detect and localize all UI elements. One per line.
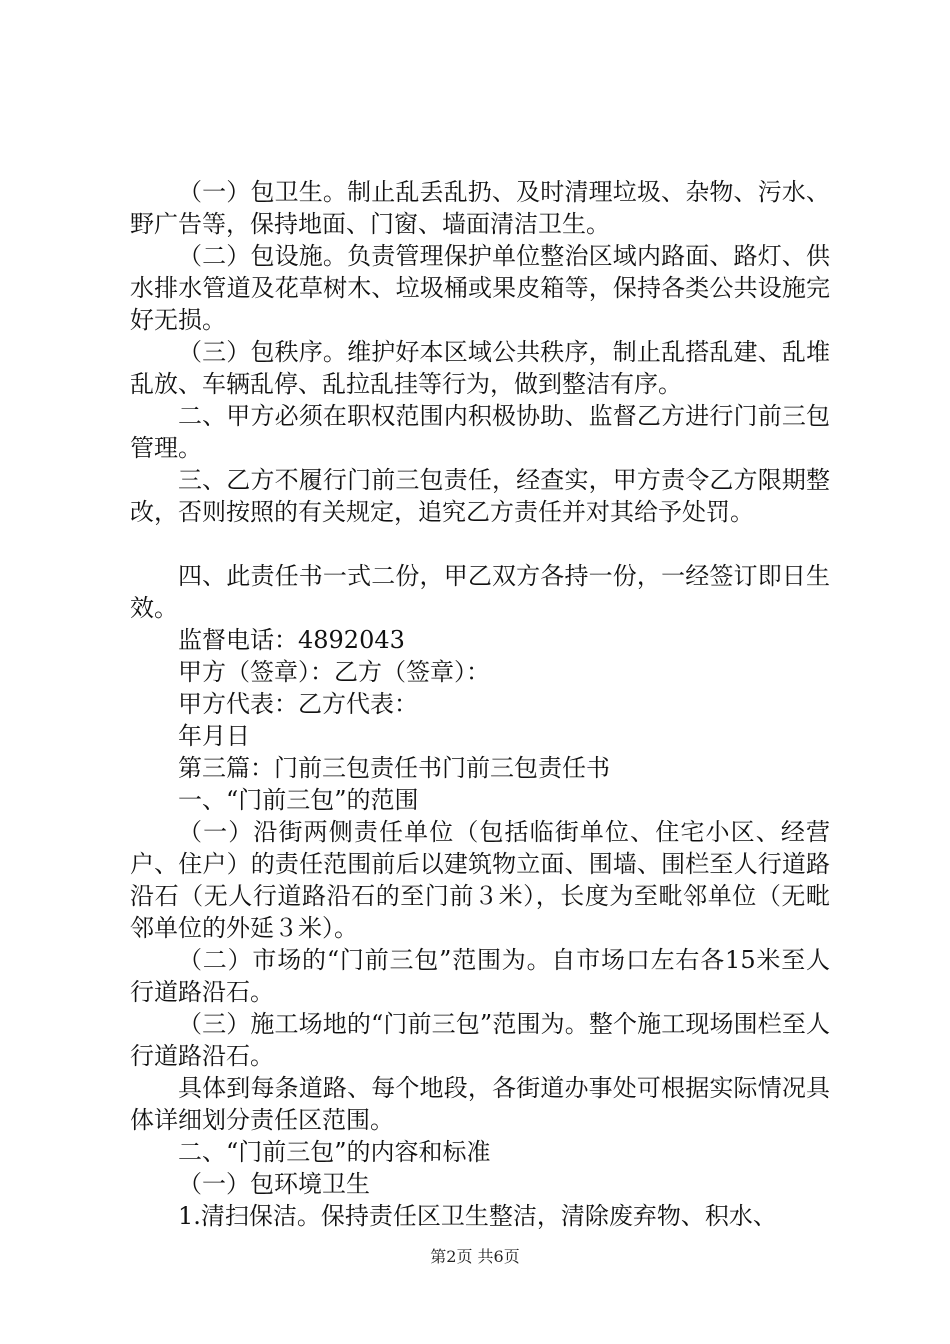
heading-content-standards: 二、“门前三包”的内容和标准	[178, 1138, 491, 1166]
paragraph-penalty: 三、乙方不履行门前三包责任，经查实，甲方责令乙方限期整改，否则按照的有关规定，追究乙方责任并对其给予处罚。	[130, 466, 830, 526]
heading-scope: 一、“门前三包”的范围	[178, 786, 419, 814]
paragraph-street-scope: （一）沿街两侧责任单位（包括临街单位、住宅小区、经营户、住户）的责任范围前后以建筑物立面、围墙、围栏至人行道路沿石（无人行道路沿石的至门前３米），长度为至毗邻单位（无毗邻单位的外延３米）。	[130, 818, 830, 942]
section-title: 第三篇：门前三包责任书门前三包责任书	[178, 754, 610, 782]
paragraph-copies: 四、此责任书一式二份，甲乙双方各持一份，一经签订即日生效。	[130, 562, 830, 622]
heading-environment: （一）包环境卫生	[178, 1170, 370, 1198]
paragraph-hygiene: （一）包卫生。制止乱丢乱扔、及时清理垃圾、杂物、污水、野广告等，保持地面、门窗、墙面清洁卫生。	[130, 178, 830, 238]
paragraph-cleaning: 1.清扫保洁。保持责任区卫生整洁，清除废弃物、积水、	[178, 1202, 777, 1230]
document-body	[130, 176, 830, 1232]
representative-line: 甲方代表：乙方代表：	[178, 690, 418, 718]
page-number-footer: 第2页 共6页	[430, 1247, 520, 1266]
date-line: 年月日	[178, 722, 250, 750]
paragraph-party-a-duty: 二、甲方必须在职权范围内积极协助、监督乙方进行门前三包管理。	[130, 402, 830, 462]
paragraph-market-scope: （二）市场的“门前三包”范围为。自市场口左右各15米至人行道路沿石。	[130, 946, 830, 1006]
paragraph-facilities: （二）包设施。负责管理保护单位整治区域内路面、路灯、供水排水管道及花草树木、垃圾桶或果皮箱等，保持各类公共设施完好无损。	[130, 242, 830, 334]
paragraph-subdivision: 具体到每条道路、每个地段，各街道办事处可根据实际情况具体详细划分责任区范围。	[130, 1074, 830, 1134]
paragraph-construction-scope: （三）施工场地的“门前三包”范围为。整个施工现场围栏至人行道路沿石。	[130, 1010, 830, 1070]
paragraph-order: （三）包秩序。维护好本区域公共秩序，制止乱搭乱建、乱堆乱放、车辆乱停、乱拉乱挂等行为，做到整洁有序。	[130, 338, 830, 398]
supervision-phone: 监督电话：4892043	[178, 626, 405, 654]
signature-line: 甲方（签章）：乙方（签章）：	[178, 658, 490, 686]
